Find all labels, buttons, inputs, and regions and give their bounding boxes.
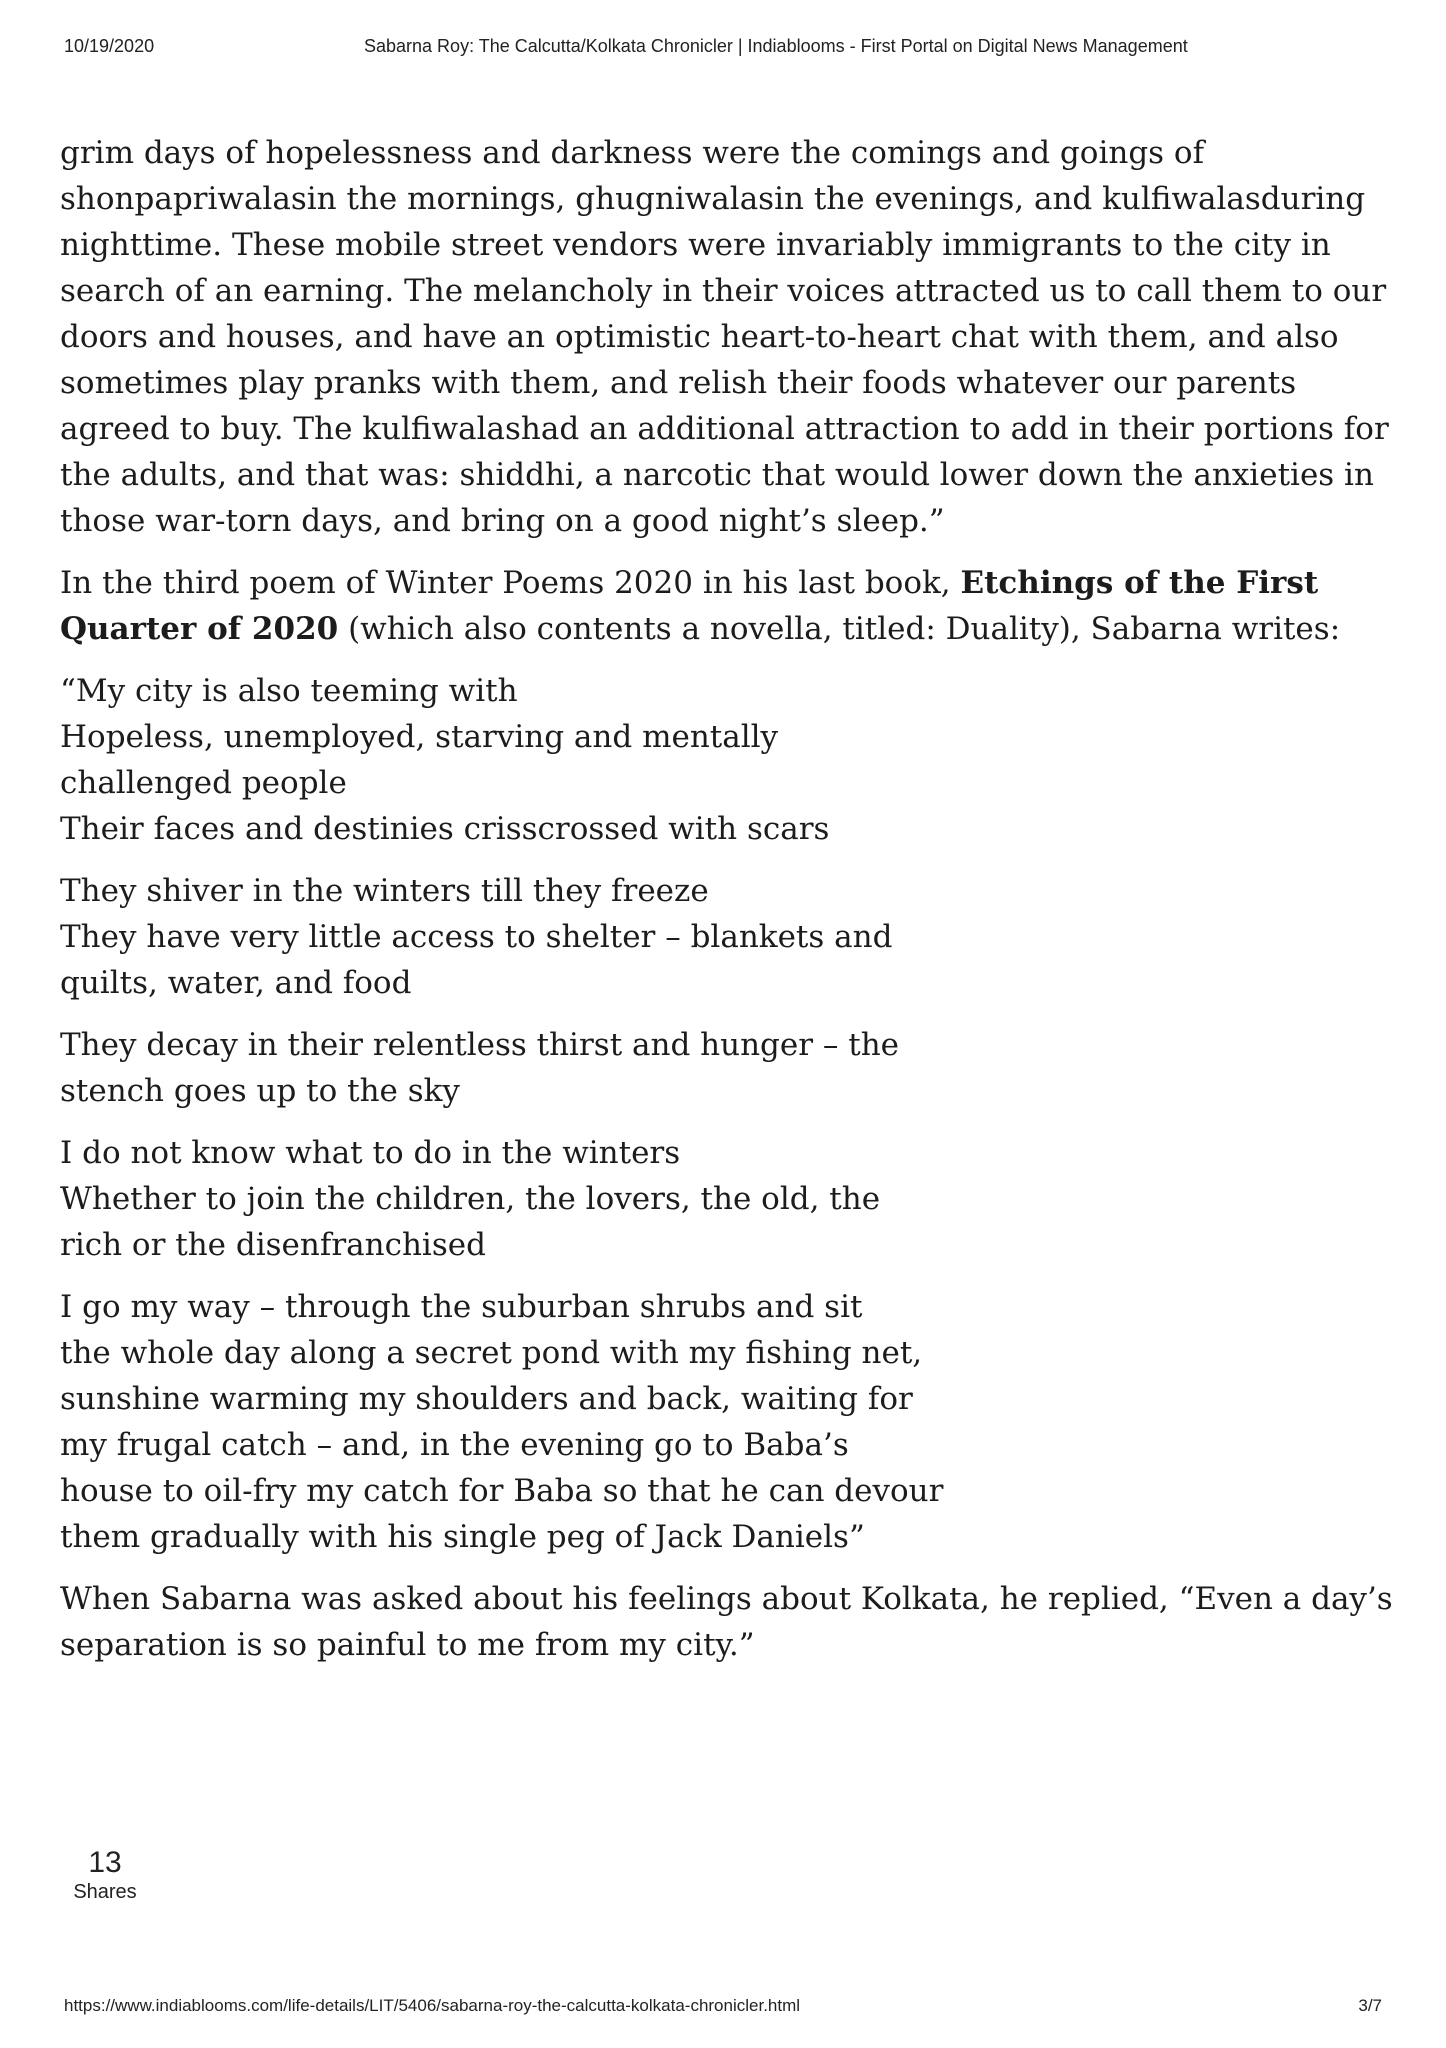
print-page-title: Sabarna Roy: The Calcutta/Kolkata Chronicler | Indiablooms - First Portal on Digital News Management (364, 36, 1188, 56)
article-paragraph: grim days of hopelessness and darkness were the comings and goings of shonpapriwalasin the mornings, ghugniwalasin the evenings, and kulfiwalasduring nighttime. These mobile street vendors were invariably immigrants to the city in search of an earning. The melancholy in their voices attracted us to call them to our doors and houses, and have an optimistic heart-to-heart chat with them, and also sometimes play pranks with them, and relish their foods whatever our parents agreed to buy. The kulfiwalashad an additional attraction to add in their portions for the adults, and that was: shiddhi, a narcotic that would lower down the anxieties in those war-torn days, and bring on a good night’s sleep.” (60, 135, 1389, 539)
page-number: 3/7 (1358, 1996, 1382, 2015)
poem-stanza-5 (60, 1284, 1400, 1560)
poem-line: They shiver in the winters till they freeze (60, 873, 709, 909)
article-paragraph-intro (60, 560, 1400, 652)
share-label: Shares (73, 1881, 137, 1903)
poem-line: my frugal catch – and, in the evening go to Baba’s (60, 1427, 849, 1463)
page-url: https://www.indiablooms.com/life-details/LIT/5406/sabarna-roy-the-calcutta-kolkata-chronicler.html (64, 1996, 801, 2015)
poem-stanza-1 (60, 668, 1400, 852)
intro-text-after: (which also contents a novella, titled: Duality), Sabarna writes: (338, 611, 1341, 647)
poem-line: them gradually with his single peg of Jack Daniels” (60, 1519, 865, 1555)
poem-line: sunshine warming my shoulders and back, waiting for (60, 1381, 913, 1417)
poem-line: They have very little access to shelter – blankets and (60, 919, 893, 955)
poem-line: challenged people (60, 765, 347, 801)
article-body (60, 130, 1400, 1684)
poem-line: Hopeless, unemployed, starving and mentally (60, 719, 779, 755)
poem-line: house to oil-fry my catch for Baba so that he can devour (60, 1473, 944, 1509)
poem-stanza-3 (60, 1022, 1400, 1114)
share-count: 13 (88, 1846, 122, 1879)
poem-line: quilts, water, and food (60, 965, 412, 1001)
poem-line: the whole day along a secret pond with my fishing net, (60, 1335, 923, 1371)
print-date: 10/19/2020 (64, 36, 155, 56)
article-paragraph-closing: When Sabarna was asked about his feelings about Kolkata, he replied, “Even a day’s separation is so painful to me from my city.” (60, 1581, 1393, 1663)
poem-stanza-4 (60, 1130, 1400, 1268)
poem-stanza-2 (60, 868, 1400, 1006)
poem-line: I go my way – through the suburban shrubs and sit (60, 1289, 863, 1325)
book-title: Etchings of the First Quarter of 2020 (60, 565, 1319, 647)
poem-line: “My city is also teeming with (60, 673, 518, 709)
poem-line: I do not know what to do in the winters (60, 1135, 681, 1171)
poem-line: rich or the disenfranchised (60, 1227, 486, 1263)
poem-line: Whether to join the children, the lovers, the old, the (60, 1181, 881, 1217)
poem-line: Their faces and destinies crisscrossed with scars (60, 811, 830, 847)
share-counter[interactable] (70, 1846, 140, 1904)
poem-line: stench goes up to the sky (60, 1073, 460, 1109)
poem-line: They decay in their relentless thirst and hunger – the (60, 1027, 900, 1063)
intro-text-before: In the third poem of Winter Poems 2020 in his last book, (60, 565, 961, 601)
print-footer (64, 1996, 1382, 2020)
print-header (64, 36, 1382, 60)
